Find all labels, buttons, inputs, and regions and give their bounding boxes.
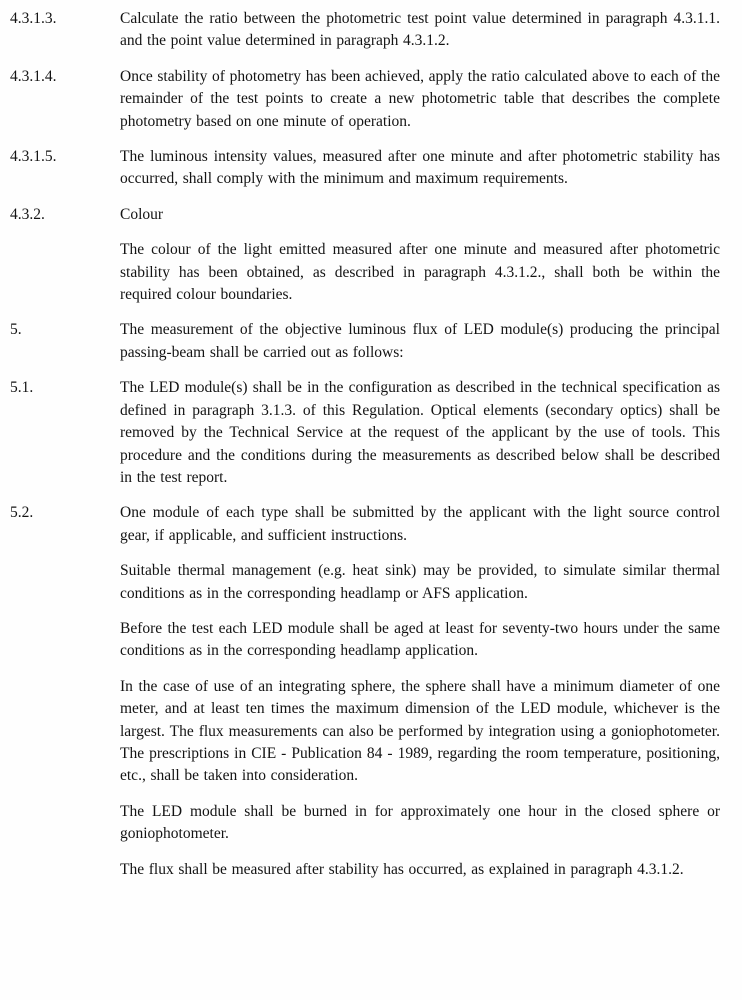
paragraph-body (120, 66, 720, 146)
paragraph-text: The measurement of the objective luminous flux of LED module(s) producing the principal passing-beam shall be carried out as follows: (120, 321, 720, 361)
document-section (10, 66, 720, 146)
paragraph-body (120, 204, 720, 320)
paragraph-text: Suitable thermal management (e.g. heat sink) may be provided, to simulate similar thermal conditions as in the corresponding headlamp or AFS application. (120, 562, 720, 602)
paragraph-number: 4.3.1.5. (10, 148, 57, 166)
paragraph-number: 5.1. (10, 379, 34, 397)
paragraph-body (120, 146, 720, 204)
paragraph-body (120, 377, 720, 502)
paragraph-body (120, 319, 720, 377)
paragraph-text: Once stability of photometry has been achieved, apply the ratio calculated above to each of the remainder of the test points to create a new photometric table that describes the complete photometry based on one minute of operation. (120, 67, 720, 130)
paragraph-text: The colour of the light emitted measured after one minute and measured after photometric stability has been obtained, as described in paragraph 4.3.1.2., shall both be within the required colour boundaries. (120, 241, 720, 304)
paragraph-number: 4.3.1.3. (10, 10, 57, 27)
paragraph-body (120, 8, 720, 66)
paragraph-number: 4.3.2. (10, 205, 45, 223)
document-section (10, 377, 720, 502)
paragraph-text: The LED module shall be burned in for approximately one hour in the closed sphere or goniophotometer. (120, 802, 720, 843)
document-section (10, 204, 720, 320)
document-section (10, 502, 720, 894)
paragraph-text: The LED module(s) shall be in the configuration as described in the technical specification as defined in paragraph 3.1.3. of this Regulation. Optical elements (secondary optics) shall be removed by the Technical Service at the request of the applicant by the use of tools. This procedure and the conditions during the measurements as described below shall be described in the test report. (120, 379, 720, 486)
paragraph-text: Calculate the ratio between the photometric test point value determined in paragraph 4.3.1.1. and the point value determined in paragraph 4.3.1.2. (120, 10, 720, 50)
paragraph-text: The flux shall be measured after stability has occurred, as explained in paragraph 4.3.1.2. (120, 860, 684, 878)
paragraph-body (120, 502, 720, 894)
paragraph-text: In the case of use of an integrating sphere, the sphere shall have a minimum diameter of one meter, and at least ten times the maximum dimension of the LED module, whichever is the largest. The flux measurements can also be performed by integration using a goniophotometer. The prescriptions in CIE - Publication 84 - 1989, regarding the room temperature, positioning, etc., shall be taken into consideration. (120, 677, 720, 785)
paragraph-number: 5.2. (10, 504, 34, 522)
paragraph-text: Colour (120, 205, 164, 223)
paragraph-text: Before the test each LED module shall be aged at least for seventy-two hours under the same conditions as in the corresponding headlamp application. (120, 619, 720, 660)
document-section (10, 319, 720, 377)
paragraph-number: 5. (10, 321, 22, 339)
paragraph-text: The luminous intensity values, measured after one minute and after photometric stability has occurred, shall comply with the minimum and maximum requirements. (120, 148, 720, 188)
document-section (10, 146, 720, 204)
paragraph-number: 4.3.1.4. (10, 67, 57, 85)
paragraph-text: One module of each type shall be submitted by the applicant with the light source control gear, if applicable, and sufficient instructions. (120, 504, 720, 544)
document-section (10, 8, 720, 66)
document-body (10, 8, 720, 894)
